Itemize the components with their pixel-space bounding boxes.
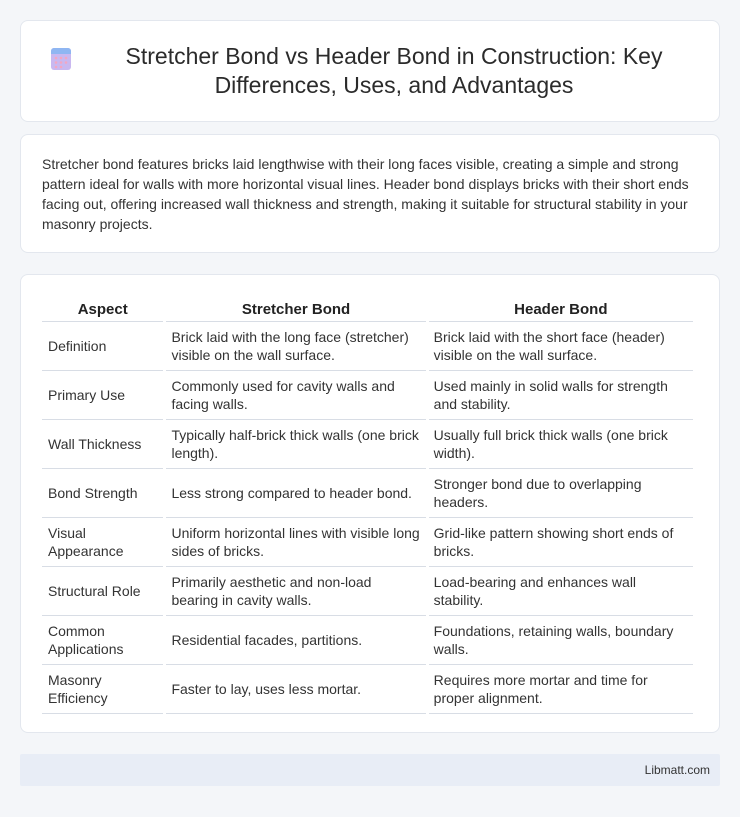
aspect-cell: Wall Thickness (42, 420, 163, 469)
header-cell: Brick laid with the short face (header) visible on the wall surface. (429, 322, 693, 371)
header-cell: Requires more mortar and time for proper alignment. (429, 665, 693, 714)
table-row (42, 420, 693, 469)
table-header-row (42, 295, 693, 322)
aspect-cell: Common Applications (42, 616, 163, 665)
table-row (42, 616, 693, 665)
stretcher-cell: Primarily aesthetic and non-load bearing in cavity walls. (166, 567, 425, 616)
aspect-cell: Masonry Efficiency (42, 665, 163, 714)
stretcher-cell: Faster to lay, uses less mortar. (166, 665, 425, 714)
footer-site-link[interactable]: Libmatt.com (644, 763, 710, 777)
header-aspect: Aspect (42, 295, 163, 322)
header-stretcher-bond: Stretcher Bond (166, 295, 425, 322)
intro-card (20, 134, 720, 253)
header-cell: Load-bearing and enhances wall stability. (429, 567, 693, 616)
page-title: Stretcher Bond vs Header Bond in Construction: Key Differences, Uses, and Advantages (125, 43, 663, 98)
aspect-cell: Bond Strength (42, 469, 163, 518)
table-row (42, 518, 693, 567)
aspect-cell: Primary Use (42, 371, 163, 420)
stretcher-cell: Less strong compared to header bond. (166, 469, 425, 518)
intro-paragraph: Stretcher bond features bricks laid lengthwise with their long faces visible, creating a simple and strong pattern ideal for walls with more horizontal visual lines. Header bond displays bricks with their short ends facing out, offering increased wall thickness and strength, making it suitable for structural stability in your masonry projects. (42, 156, 689, 232)
header-cell: Stronger bond due to overlapping headers. (429, 469, 693, 518)
header-cell: Foundations, retaining walls, boundary walls. (429, 616, 693, 665)
title-wrap (50, 42, 690, 100)
comparison-table (39, 295, 696, 714)
header-cell: Usually full brick thick walls (one brick width). (429, 420, 693, 469)
table-row (42, 469, 693, 518)
document-icon (50, 47, 72, 71)
aspect-cell: Visual Appearance (42, 518, 163, 567)
title-card (20, 20, 720, 122)
aspect-cell: Definition (42, 322, 163, 371)
aspect-cell: Structural Role (42, 567, 163, 616)
table-row (42, 322, 693, 371)
footer (20, 754, 720, 786)
stretcher-cell: Uniform horizontal lines with visible long sides of bricks. (166, 518, 425, 567)
header-header-bond: Header Bond (429, 295, 693, 322)
table-row (42, 371, 693, 420)
header-cell: Used mainly in solid walls for strength and stability. (429, 371, 693, 420)
stretcher-cell: Residential facades, partitions. (166, 616, 425, 665)
table-row (42, 665, 693, 714)
comparison-card (20, 274, 720, 733)
header-cell: Grid-like pattern showing short ends of bricks. (429, 518, 693, 567)
stretcher-cell: Typically half-brick thick walls (one brick length). (166, 420, 425, 469)
stretcher-cell: Commonly used for cavity walls and facing walls. (166, 371, 425, 420)
stretcher-cell: Brick laid with the long face (stretcher) visible on the wall surface. (166, 322, 425, 371)
table-row (42, 567, 693, 616)
